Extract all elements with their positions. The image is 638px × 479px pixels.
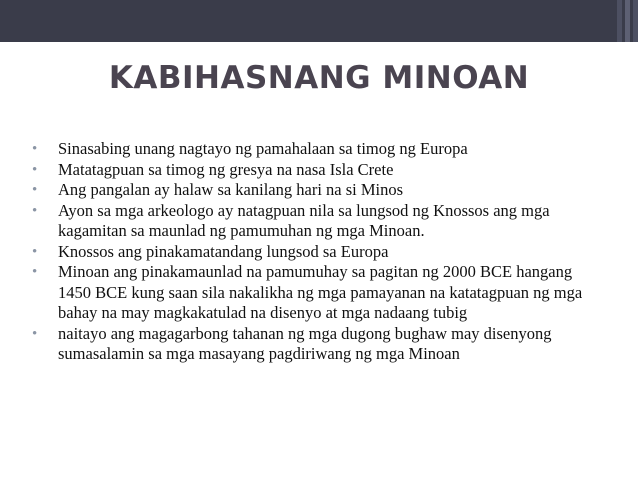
header-accent-stripe [625, 0, 630, 42]
slide-title: KABIHASNANG MINOAN [108, 60, 530, 96]
bullet-icon: • [32, 202, 38, 219]
bullet-text: Minoan ang pinakamaunlad na pamumuhay sa pagitan ng 2000 BCE hangang 1450 BCE kung saan sila nakalikha ng mga pamayanan na katatagpuan ng mga bahay na may magkakatulad na disenyo at mga nadaang tubig [58, 262, 583, 322]
bullet-text: Ayon sa mga arkeologo ay natagpuan nila sa lungsod ng Knossos ang mga kagamitan sa maunlad ng pamumuhan ng mga Minoan. [58, 200, 550, 240]
header-bar [0, 0, 638, 42]
bullet-text: Sinasabing unang nagtayo ng pamahalaan sa timog ng Europa [58, 139, 468, 158]
bullet-icon: • [32, 243, 38, 260]
bullet-item [32, 201, 602, 242]
bullet-text: naitayo ang magagarbong tahanan ng mga dugong bughaw may disenyong sumasalamin sa mga masayang pagdiriwang ng mga Minoan [58, 323, 552, 363]
bullet-list [32, 139, 602, 365]
bullet-icon: • [32, 325, 38, 342]
bullet-item [32, 242, 602, 263]
header-accent-stripe [617, 0, 622, 42]
bullet-icon: • [32, 182, 38, 198]
bullet-item [32, 139, 602, 160]
bullet-text: Ang pangalan ay halaw sa kanilang hari na si Minos [58, 180, 404, 199]
bullet-item [32, 324, 602, 365]
bullet-icon: • [32, 161, 38, 178]
bullet-item [32, 262, 602, 324]
bullet-text: Knossos ang pinakamatandang lungsod sa Europa [58, 241, 389, 261]
bullet-icon: • [32, 141, 38, 157]
bullet-item [32, 160, 602, 181]
header-accent-stripe [633, 0, 638, 42]
bullet-item [32, 180, 602, 201]
bullet-icon: • [32, 264, 38, 280]
header-accent [614, 0, 638, 42]
bullet-text: Matatagpuan sa timog ng gresya na nasa Isla Crete [58, 159, 394, 179]
